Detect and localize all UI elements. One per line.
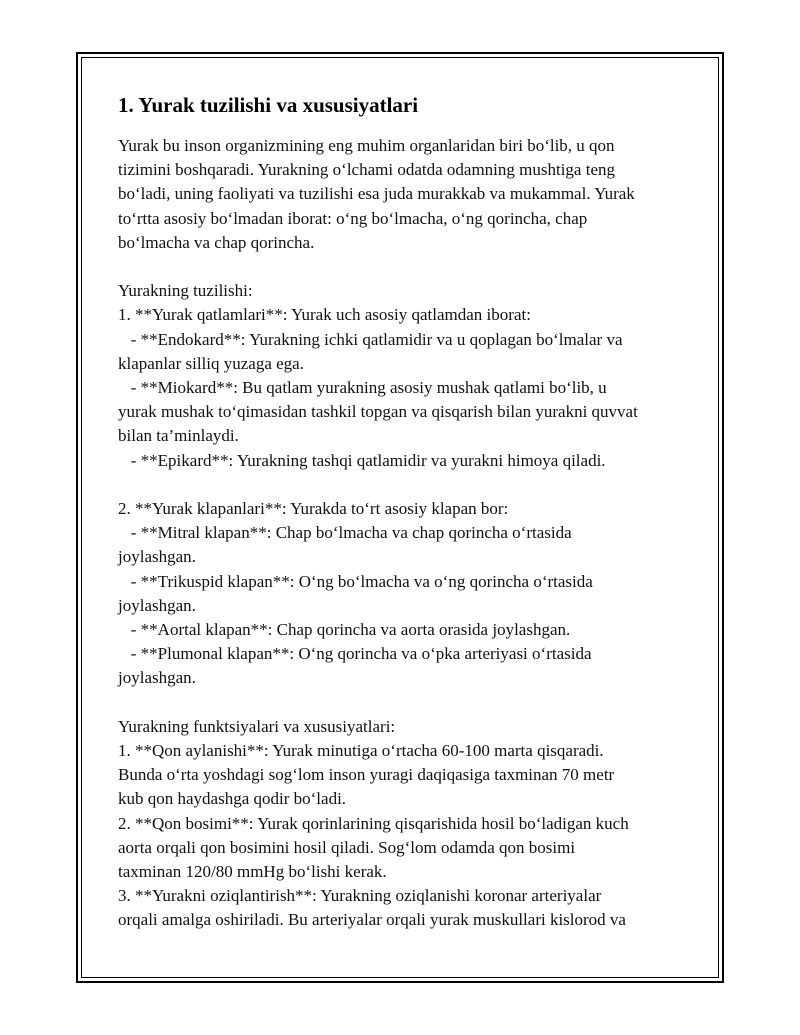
- text-line: klapanlar silliq yuzaga ega.: [118, 353, 304, 373]
- text-line: Yurak bu inson organizmining eng muhim organlaridan biri bo‘lib, u qon: [118, 136, 615, 155]
- text-line: taxminan 120/80 mmHg bo‘lishi kerak.: [118, 862, 387, 882]
- text-line: - **Aortal klapan**: Chap qorincha va aorta orasida joylashgan.: [118, 620, 571, 640]
- text-line: joylashgan.: [118, 547, 196, 567]
- text-line: kub qon haydashga qodir bo‘ladi.: [118, 789, 347, 809]
- text-line: to‘rtta asosiy bo‘lmadan iborat: o‘ng bo‘lmacha, o‘ng qorincha, chap: [118, 208, 588, 228]
- text-line: joylashgan.: [118, 595, 196, 615]
- text-line: orqali amalga oshiriladi. Bu arteriyalar orqali yurak muskullari kislorod va: [118, 910, 626, 930]
- paragraph-gap: [118, 255, 688, 279]
- document-body: [118, 92, 688, 933]
- text-line: - **Trikuspid klapan**: O‘ng bo‘lmacha va o‘ng qorincha o‘rtasida: [118, 571, 593, 591]
- section-heading: Yurakning funktsiyalari va xususiyatlari:: [118, 716, 396, 736]
- text-line: - **Miokard**: Bu qatlam yurakning asosiy mushak qatlami bo‘lib, u: [118, 378, 607, 398]
- paragraph-gap: [118, 691, 688, 715]
- text-line: 3. **Yurakni oziqlantirish**: Yurakning oziqlanishi koronar arteriyalar: [118, 886, 602, 906]
- text-line: - **Plumonal klapan**: O‘ng qorincha va o‘pka arteriyasi o‘rtasida: [118, 644, 592, 664]
- text-line: 1. **Qon aylanishi**: Yurak minutiga o‘rtacha 60-100 marta qisqaradi.: [118, 741, 604, 761]
- text-line: 1. **Yurak qatlamlari**: Yurak uch asosiy qatlamdan iborat:: [118, 305, 531, 325]
- intro-paragraph: [118, 134, 688, 255]
- text-line: Bunda o‘rta yoshdagi sog‘lom inson yuragi daqiqasiga taxminan 70 metr: [118, 765, 615, 785]
- text-line: joylashgan.: [118, 668, 196, 688]
- text-line: tizimini boshqaradi. Yurakning o‘lchami odatda odamning mushtiga teng: [118, 160, 615, 180]
- section-heading: Yurakning tuzilishi:: [118, 281, 253, 301]
- text-line: bo‘lmacha va chap qorincha.: [118, 232, 315, 252]
- text-line: bilan ta’minlaydi.: [118, 426, 239, 446]
- paragraph-gap: [118, 473, 688, 497]
- text-line: bo‘ladi, uning faoliyati va tuzilishi esa juda murakkab va mukammal. Yurak: [118, 184, 635, 204]
- text-line: 2. **Qon bosimi**: Yurak qorinlarining qisqarishida hosil bo‘ladigan kuch: [118, 813, 629, 833]
- page-title: 1. Yurak tuzilishi va xususiyatlari: [118, 93, 419, 117]
- valves-section: [118, 497, 688, 691]
- text-line: - **Endokard**: Yurakning ichki qatlamidir va u qoplagan bo‘lmalar va: [118, 329, 623, 349]
- text-line: aorta orqali qon bosimini hosil qiladi. Sog‘lom odamda qon bosimi: [118, 837, 576, 857]
- text-line: - **Epikard**: Yurakning tashqi qatlamidir va yurakni himoya qiladi.: [118, 450, 606, 470]
- text-line: 2. **Yurak klapanlari**: Yurakda to‘rt asosiy klapan bor:: [118, 499, 509, 519]
- text-line: yurak mushak to‘qimasidan tashkil topgan va qisqarish bilan yurakni quvvat: [118, 402, 638, 422]
- structure-section: [118, 279, 688, 473]
- text-line: - **Mitral klapan**: Chap bo‘lmacha va chap qorincha o‘rtasida: [118, 523, 572, 543]
- functions-section: [118, 715, 688, 933]
